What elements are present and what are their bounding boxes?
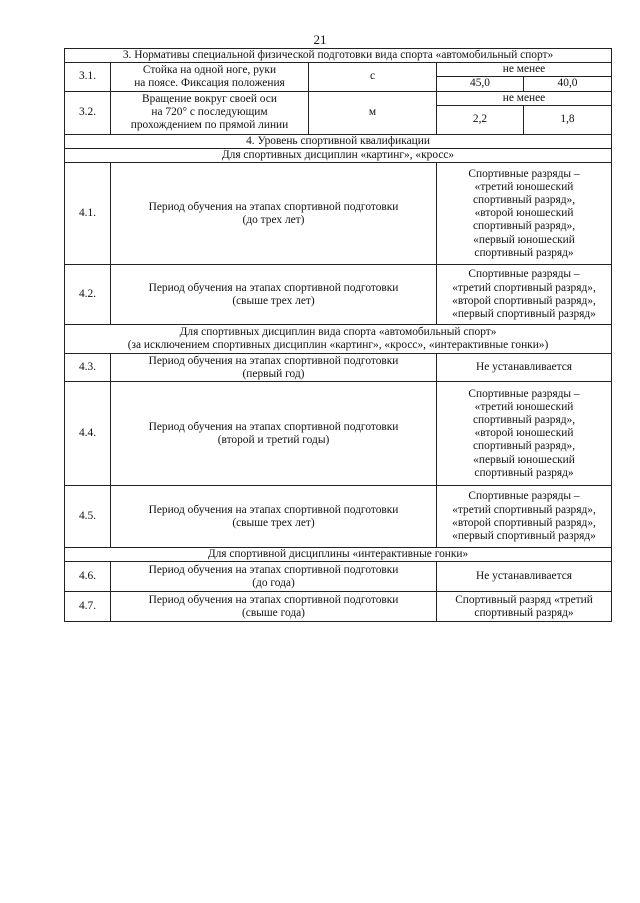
qualifier: не менее bbox=[437, 63, 612, 77]
unit: с bbox=[309, 63, 437, 91]
row-number: 4.5. bbox=[65, 486, 111, 548]
qualifier: не менее bbox=[437, 91, 612, 105]
qualification-requirement: Спортивные разряды – «третий юношеский спортивный разряд», «второй юношеский спортивный разряд», «первый юношеский спортивный разряд» bbox=[437, 163, 612, 265]
value-2: 1,8 bbox=[524, 105, 612, 134]
qualification-requirement: Спортивный разряд «третий спортивный разряд» bbox=[437, 592, 612, 622]
value-2: 40,0 bbox=[524, 77, 612, 91]
row-number: 4.1. bbox=[65, 163, 111, 265]
training-period: Период обучения на этапах спортивной подготовки (свыше трех лет) bbox=[111, 265, 437, 325]
row-number: 3.2. bbox=[65, 91, 111, 134]
row-number: 4.6. bbox=[65, 562, 111, 592]
exercise-name: Вращение вокруг своей оси на 720° с последующим прохождением по прямой линии bbox=[111, 91, 309, 134]
value-1: 45,0 bbox=[437, 77, 524, 91]
standards-table bbox=[64, 48, 612, 622]
training-period: Период обучения на этапах спортивной подготовки (второй и третий годы) bbox=[111, 382, 437, 486]
row-number: 4.3. bbox=[65, 354, 111, 382]
group-title: Для спортивных дисциплин «картинг», «кросс» bbox=[65, 149, 612, 163]
page-number: 21 bbox=[313, 32, 327, 47]
row-number: 3.1. bbox=[65, 63, 111, 91]
row-number: 4.7. bbox=[65, 592, 111, 622]
qualification-requirement: Не устанавливается bbox=[437, 354, 612, 382]
group-title: Для спортивных дисциплин вида спорта «автомобильный спорт» (за исключением спортивных дисциплин «картинг», «кросс», «интерактивные гонки») bbox=[65, 325, 612, 354]
training-period: Период обучения на этапах спортивной подготовки (первый год) bbox=[111, 354, 437, 382]
training-period: Период обучения на этапах спортивной подготовки (до года) bbox=[111, 562, 437, 592]
qualification-requirement: Спортивные разряды – «третий спортивный разряд», «второй спортивный разряд», «первый спортивный разряд» bbox=[437, 265, 612, 325]
training-period: Период обучения на этапах спортивной подготовки (до трех лет) bbox=[111, 163, 437, 265]
section-4-title: 4. Уровень спортивной квалификации bbox=[65, 134, 612, 148]
value-1: 2,2 bbox=[437, 105, 524, 134]
row-number: 4.2. bbox=[65, 265, 111, 325]
section-3-title: 3. Нормативы специальной физической подготовки вида спорта «автомобильный спорт» bbox=[65, 49, 612, 63]
row-number: 4.4. bbox=[65, 382, 111, 486]
training-period: Период обучения на этапах спортивной подготовки (свыше года) bbox=[111, 592, 437, 622]
group-title: Для спортивной дисциплины «интерактивные гонки» bbox=[65, 548, 612, 562]
qualification-requirement: Спортивные разряды – «третий юношеский спортивный разряд», «второй юношеский спортивный разряд», «первый юношеский спортивный разряд» bbox=[437, 382, 612, 486]
qualification-requirement: Не устанавливается bbox=[437, 562, 612, 592]
qualification-requirement: Спортивные разряды – «третий спортивный разряд», «второй спортивный разряд», «первый спортивный разряд» bbox=[437, 486, 612, 548]
training-period: Период обучения на этапах спортивной подготовки (свыше трех лет) bbox=[111, 486, 437, 548]
unit: м bbox=[309, 91, 437, 134]
exercise-name: Стойка на одной ноге, руки на поясе. Фиксация положения bbox=[111, 63, 309, 91]
